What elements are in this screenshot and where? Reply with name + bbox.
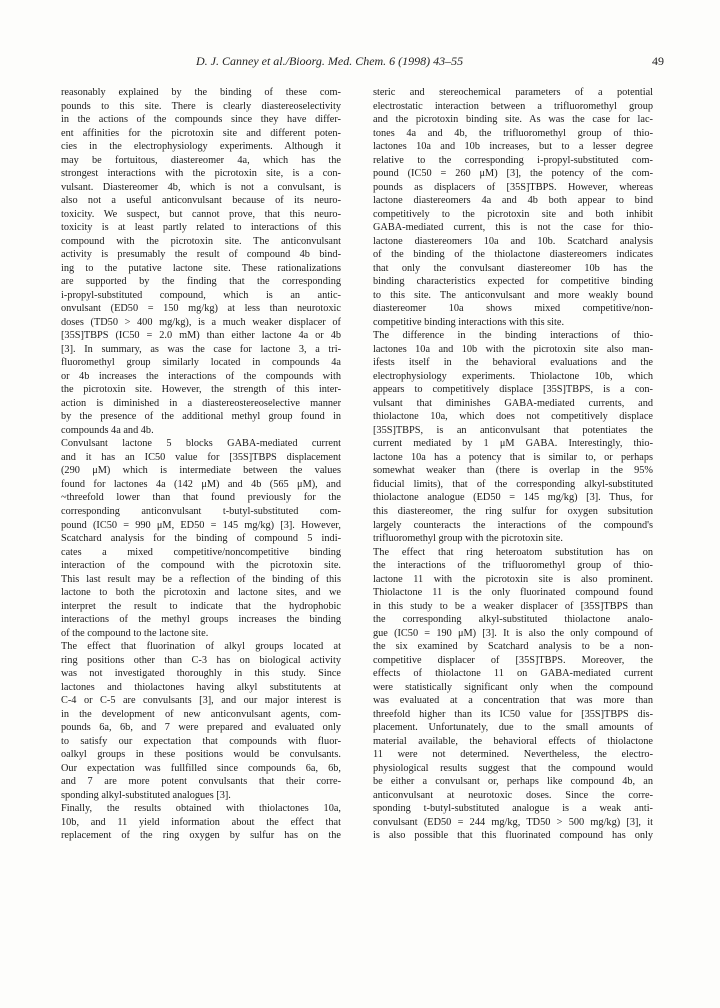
text-line: C-4 or C-5 are convulsants [3], and our major interest is [61, 695, 341, 707]
text-line: pound (IC50 = 260 μM) [3], the potency of the com- [373, 168, 653, 180]
text-line: action is diminished in a diastereostereoselective manner [61, 397, 341, 409]
text-line: oalkyl groups in these positions would be convulsants. [61, 749, 341, 761]
text-line: this diastereomer, the ring sulfur for oxygen subsitution [373, 505, 653, 517]
text-line: Scatchard analysis for the binding of compound 5 indi- [61, 533, 341, 545]
text-line: lactone 11 with the picrotoxin site is also prominent. [373, 573, 653, 585]
text-line: activity is presumably the result of compound 4b bind- [61, 249, 341, 261]
text-line: ifests itself in the behavioral evaluations and the [373, 357, 653, 369]
text-line: appears to competitively displace [35S]TBPS, is a con- [373, 384, 653, 396]
text-line: somewhat weaker than (there is overlap in the 95% [373, 465, 653, 477]
text-line: [3]. In summary, as was the case for lactone 3, a tri- [61, 343, 341, 355]
text-line: lactone diastereomers 4a and 4b both appear to bind [373, 195, 653, 207]
text-line: cates a mixed competitive/noncompetitive binding [61, 546, 341, 558]
text-line: fluoromethyl group similarly located in compounds 4a [61, 357, 341, 369]
text-line: strongest interactions with the picrotoxin site, is a con- [61, 168, 341, 180]
text-line: the picrotoxin site. However, the strength of this inter- [61, 384, 341, 396]
text-line: [35S]TBPS (IC50 = 2.0 mM) than either lactone 4a or 4b [61, 330, 341, 342]
text-line: vulsant. Diastereomer 4b, which is not a convulsant, is [61, 181, 341, 193]
text-line: The difference in the binding interactions of thio- [373, 330, 653, 342]
text-line: (290 μM) which is intermediate between the values [61, 465, 341, 477]
text-line: material available, the behavioral effects of thiolactone [373, 735, 653, 747]
text-line: that only the convulsant diastereomer 10b has the [373, 262, 653, 274]
text-line: Our expectation was fullfilled since compounds 6a, 6b, [61, 762, 341, 774]
text-line: effects of thiolactone 11 on GABA-mediated current [373, 668, 653, 680]
text-line: current mediated by 1 μM GABA. Interestingly, thio- [373, 438, 653, 450]
text-line: and the picrotoxin binding site. As was the case for lac- [373, 114, 653, 126]
text-line: physiological results suggest that the compound would [373, 762, 653, 774]
text-line: the six examined by Scatchard analysis to be a non- [373, 641, 653, 653]
right-text-column [373, 86, 653, 843]
text-line: may be fortuitous, diastereomer 4a, which has the [61, 154, 341, 166]
text-line: reasonably explained by the binding of these com- [61, 87, 341, 98]
text-line: replacement of the ring oxygen by sulfur has on the [61, 830, 341, 842]
text-line: [35S]TBPS, is an anticonvulsant that potentiates the [373, 424, 653, 436]
text-line: toxicity is at least partly related to interactions of this [61, 222, 341, 234]
text-line: Convulsant lactone 5 blocks GABA-mediated current [61, 438, 341, 450]
page-number: 49 [652, 54, 664, 68]
text-line: is also possible that this fluorinated compound has only [373, 830, 653, 842]
text-line: competitive binding interactions with this site. [373, 316, 565, 328]
text-line: binding characteristics expected for competitive binding [373, 276, 653, 288]
text-line: trifluoromethyl group with the picrotoxin site. [373, 533, 563, 545]
text-line: were statistically significant only when the compound [373, 681, 653, 693]
text-line: sponding alkyl-substituted analogues [3]. [61, 789, 231, 801]
text-line: Thiolactone 11 is the only fluorinated compound found [373, 587, 653, 599]
text-line: ing to the putative lactone site. These rationalizations [61, 262, 341, 274]
text-line: lactone diastereomers 10a and 10b. Scatchard analysis [373, 235, 653, 247]
text-line: in this study to be a weaker displacer of [35S]TBPS than [373, 600, 653, 612]
text-line: by the presence of the additional methyl group found in [61, 411, 341, 423]
text-line: 10b, and 11 yield information about the effect that [61, 816, 341, 828]
text-line: pounds 6a, 6b, and 7 were prepared and evaluated only [61, 722, 341, 734]
text-line: ~threefold lower than that found previously for the [61, 492, 341, 504]
text-line: GABA-mediated current, this is not the case for thio- [373, 222, 653, 234]
text-line: The effect that fluorination of alkyl groups located at [61, 641, 341, 653]
text-line: gue (IC50 = 190 μM) [3]. It is also the only compound of [373, 627, 653, 639]
text-line: thiolactone analogue (ED50 = 145 mg/kg) [3]. Thus, for [373, 492, 653, 504]
text-line: also not a useful anticonvulsant because of its neuro- [61, 195, 341, 207]
text-line: in the development of new anticonvulsant agents, com- [61, 708, 341, 720]
text-line: sponding t-butyl-substituted analogue is a weak anti- [373, 803, 653, 815]
text-line: competitively to the picrotoxin site and both inhibit [373, 208, 653, 220]
text-line: or 4b increases the interactions of the compounds with [61, 370, 341, 382]
text-line: corresponding anticonvulsant t-butyl-substituted com- [61, 505, 341, 517]
text-line: vulsant that diminishes GABA-mediated currents, and [373, 397, 653, 409]
text-line: interpret the result to indicate that the hydrophobic [61, 600, 341, 612]
text-line: tones 4a and 4b, the trifluoromethyl group of thio- [373, 127, 653, 139]
text-line: anticonvulsant at neurotoxic doses. Since the corre- [373, 789, 653, 801]
text-line: cies in the electrophysiology experiments. Although it [61, 141, 341, 153]
text-line: The effect that ring heteroatom substitution has on [373, 546, 653, 558]
text-line: diastereomer 10a shows mixed competitive/non- [373, 303, 653, 315]
text-line: onvulsant (ED50 = 150 mg/kg) at less than neurotoxic [61, 303, 341, 315]
text-line: doses (TD50 > 400 mg/kg), is a much weaker displacer of [61, 316, 341, 328]
text-line: interaction of the compound with the picrotoxin site. [61, 560, 341, 572]
text-line: compound with the picrotoxin site. The anticonvulsant [61, 235, 341, 247]
text-line: ent affinities for the picrotoxin site and different poten- [61, 127, 341, 139]
text-line: be either a convulsant or, perhaps like compound 4b, an [373, 776, 653, 788]
text-line: lactone 10a has a potency that is similar to, or perhaps [373, 451, 653, 463]
left-text-column [61, 86, 341, 843]
text-line: are supported by the finding that the corresponding [61, 276, 341, 288]
text-line: lactone to both the picrotoxin and lactone sites, and we [61, 587, 341, 599]
text-line: the corresponding alkyl-substituted thiolactone analo- [373, 614, 653, 626]
text-line: lactones 10a and 10b increases, but to a lesser degree [373, 141, 653, 153]
text-line: pounds as displacers of [35S]TBPS. However, whereas [373, 181, 653, 193]
text-line: the interactions of the trifluoromethyl group of thio- [373, 560, 653, 572]
text-line: competitive displacer of [35S]TBPS. Moreover, the [373, 654, 653, 666]
text-line: interactions of the methyl groups increases the binding [61, 614, 341, 626]
text-line: largely counteracts the interactions of the compound's [373, 519, 653, 531]
text-line: electrophysiology experiments. Thiolactone 10b, which [373, 370, 653, 382]
text-line: toxicity. We suspect, but cannot prove, that this neuro- [61, 208, 341, 220]
text-line: and it has an IC50 value for [35S]TBPS displacement [61, 451, 341, 463]
text-line: ring positions other than C-3 has on biological activity [61, 654, 341, 666]
text-line: pound (IC50 = 990 μM, ED50 = 145 mg/kg) [3]. However, [61, 519, 341, 531]
text-line: placement. Unfortunately, due to the small amounts of [373, 722, 653, 734]
text-line: of the compound to the lactone site. [61, 627, 209, 639]
text-line: i-propyl-substituted compound, which is an antic- [61, 289, 341, 301]
text-line: to this site. The anticonvulsant and more weakly bound [373, 289, 653, 301]
text-line: convulsant (ED50 = 244 mg/kg, TD50 > 500 mg/kg) [3], it [373, 816, 653, 828]
text-line: threefold higher than its IC50 value for [35S]TBPS dis- [373, 708, 653, 720]
text-line: to satisfy our expectation that compounds with fluor- [61, 735, 341, 747]
text-line: lactones 10a and 10b with the picrotoxin site also man- [373, 343, 653, 355]
text-line: 11 were not determined. Nevertheless, the electro- [373, 749, 653, 761]
text-line: fiducial limits), that of the corresponding alkyl-substituted [373, 478, 653, 490]
running-head: D. J. Canney et al./Bioorg. Med. Chem. 6 (1998) 43–55 [196, 54, 464, 68]
text-line: thiolactone 10a, which does not competitively displace [373, 411, 653, 423]
text-line: This last result may be a reflection of the binding of this [61, 573, 341, 585]
text-line: of the binding of the thiolactone diastereomers indicates [373, 249, 653, 261]
text-line: was not investigated thoroughly in this study. Since [61, 668, 341, 680]
text-line: and 7 are more potent convulsants that their corre- [61, 776, 341, 788]
text-line: electrostatic interaction between a trifluoromethyl group [373, 100, 653, 112]
text-line: relative to the corresponding i-propyl-substituted com- [373, 154, 653, 166]
text-line: found for lactones 4a (142 μM) and 4b (565 μM), and [61, 478, 341, 490]
text-line: compounds 4a and 4b. [61, 424, 154, 436]
text-line: Finally, the results obtained with thiolactones 10a, [61, 803, 341, 815]
text-line: lactones and thiolactones having alkyl substitutents at [61, 681, 341, 693]
text-line: in the actions of the compounds since they have differ- [61, 114, 341, 126]
text-line: was evaluated at a concentration that was more than [373, 695, 653, 707]
text-line: pounds to this site. There is clearly diastereoselectivity [61, 100, 341, 112]
text-line: steric and stereochemical parameters of a potential [373, 87, 653, 98]
